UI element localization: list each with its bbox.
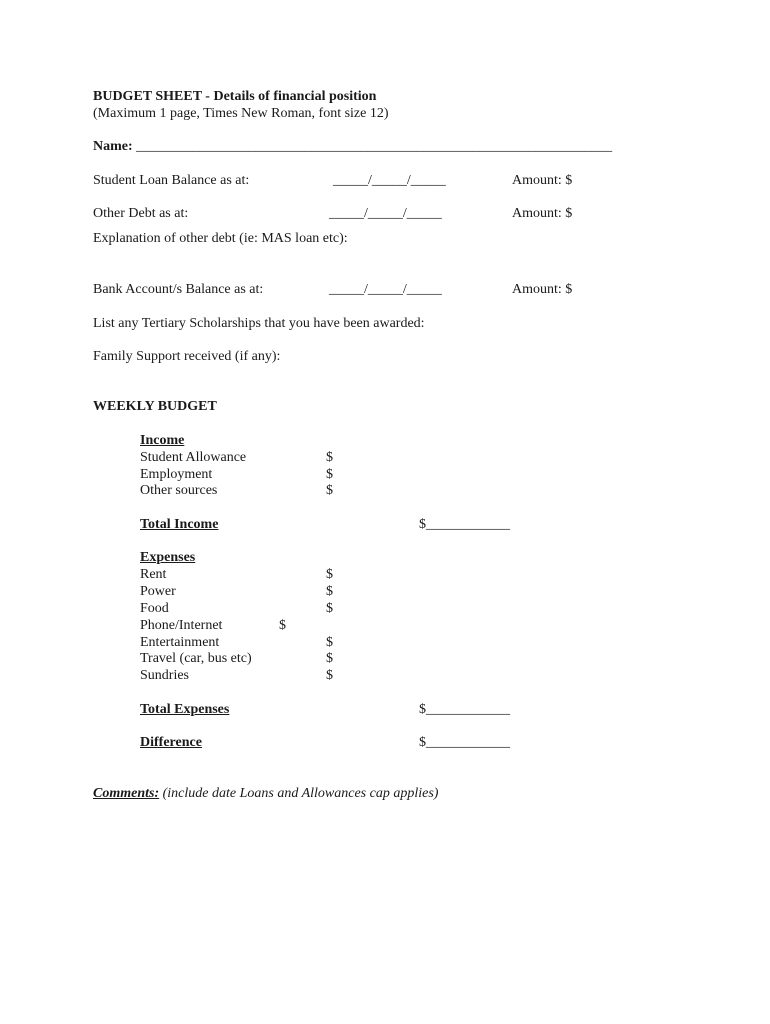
name-label: Name:: [93, 139, 133, 154]
total-expenses-label: Total Expenses: [140, 702, 230, 717]
other-debt-explanation: Explanation of other debt (ie: MAS loan etc):: [93, 231, 348, 246]
page-title: BUDGET SHEET - Details of financial position: [93, 89, 377, 104]
expense-item-label: Food: [140, 601, 169, 616]
expense-item-currency: $: [326, 651, 333, 666]
expense-item-currency: $: [326, 601, 333, 616]
comments-line: [93, 785, 438, 802]
comments-note: (include date Loans and Allowances cap applies): [162, 786, 439, 801]
other-debt-label: Other Debt as at:: [93, 206, 189, 221]
other-debt-amount: Amount: $: [512, 206, 573, 221]
family-support-line: Family Support received (if any):: [93, 349, 281, 364]
page-subtitle: (Maximum 1 page, Times New Roman, font size 12): [93, 106, 389, 121]
student-loan-date: _____/_____/_____: [333, 173, 446, 188]
total-expenses-value: $____________: [419, 702, 510, 717]
income-item-label: Student Allowance: [140, 450, 247, 465]
student-loan-label: Student Loan Balance as at:: [93, 173, 250, 188]
income-item-currency: $: [326, 483, 333, 498]
expense-item-currency: $: [326, 635, 333, 650]
bank-balance-date: _____/_____/_____: [329, 282, 442, 297]
income-item-currency: $: [326, 467, 333, 482]
name-line: [93, 138, 612, 155]
income-heading: Income: [140, 433, 185, 448]
expense-item-label: Phone/Internet: [140, 618, 223, 633]
income-item-label: Employment: [140, 467, 213, 482]
weekly-budget-heading: WEEKLY BUDGET: [93, 399, 217, 414]
name-blank: ____________________________________________________________________: [136, 139, 613, 154]
expense-item-label: Power: [140, 584, 176, 599]
expenses-heading: Expenses: [140, 550, 196, 565]
total-income-label: Total Income: [140, 517, 219, 532]
expense-item-currency: $: [279, 618, 286, 633]
comments-label: Comments:: [93, 786, 160, 801]
bank-balance-amount: Amount: $: [512, 282, 573, 297]
scholarships-line: List any Tertiary Scholarships that you have been awarded:: [93, 316, 425, 331]
expense-item-label: Rent: [140, 567, 167, 582]
expense-item-label: Sundries: [140, 668, 189, 683]
expense-item-currency: $: [326, 668, 333, 683]
expense-item-label: Travel (car, bus etc): [140, 651, 252, 666]
total-income-value: $____________: [419, 517, 510, 532]
income-item-label: Other sources: [140, 483, 218, 498]
difference-value: $____________: [419, 735, 510, 750]
bank-balance-label: Bank Account/s Balance as at:: [93, 282, 264, 297]
income-item-currency: $: [326, 450, 333, 465]
student-loan-amount: Amount: $: [512, 173, 573, 188]
expense-item-label: Entertainment: [140, 635, 220, 650]
expense-item-currency: $: [326, 567, 333, 582]
expense-item-currency: $: [326, 584, 333, 599]
difference-label: Difference: [140, 735, 202, 750]
other-debt-date: _____/_____/_____: [329, 206, 442, 221]
